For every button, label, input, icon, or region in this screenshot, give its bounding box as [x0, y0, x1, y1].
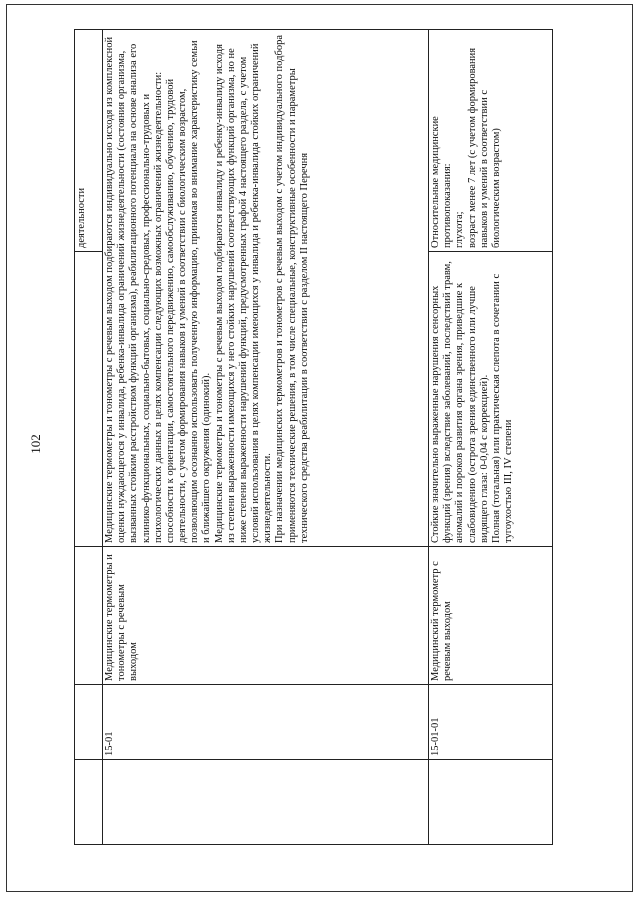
table-cell	[103, 760, 429, 845]
table-cell	[75, 252, 103, 547]
table-row	[429, 30, 553, 845]
item-name: Медицинские термометры и тонометры с речевым выходом	[103, 547, 429, 685]
recommendations-text: Медицинские термометры и тонометры с речевым выходом подбираются индивидуально исходя из комплексной оценки нуждающегося у инвалида, ребенка-инвалида ограничений жизнедеятельности (состояния организма, вызванных стойким расстройством функций организма), реабилитационного потенциала на основе анализа его клинико-функциональных, социально-бытовых, социально-средовых, профессионально-трудовых и психологических данных в целях компенсации следующих возможных ограничений жизнедеятельности: способности к ориентации, самостоятельного передвижению, самообслуживанию, обучению, трудовой деятельности, с учетом формирования навыков и умений в соответствии с биологическим возрастом, позволяющим осознанно использовать полученную информацию, принимая во внимание характеристику семьи и ближайшего окружения (одинокий). Медицинские термометры и тонометры с речевым выходом подбираются инвалиду и ребенку-инвалиду исходя из степени выраженности имеющихся у него стойких нарушений соответствующих функций организма, но не ниже степени выраженности нарушений функций, предусмотренных графой 4 настоящего раздела, с учетом условий использования в целях компенсации имеющихся у инвалида и ребенка-инвалида стойких ограничений жизнедеятельности. При назначении медицинских термометров и тонометров с речевым выходом с учетом индивидуального подбора применяются технические решения, в том числе специальные, конструктивные особенности и параметры технического средства реабилитации в соответствии с разделом II настоящего Перечня	[103, 30, 429, 547]
table-cell	[75, 760, 103, 845]
table-row	[75, 30, 103, 845]
table-row	[103, 30, 429, 845]
top-row-label: деятельности	[75, 30, 103, 252]
page-number: 102	[27, 434, 43, 454]
item-code: 15-01	[103, 685, 429, 760]
rehab-means-table	[74, 29, 553, 845]
item-code: 15-01-01	[429, 685, 553, 760]
table-cell	[429, 760, 553, 845]
contraindications-text: Относительные медицинские противопоказания: глухота; возраст менее 7 лет (с учетом формирования навыков и умений в соответствии с биологическим возрастом)	[429, 30, 553, 252]
rotated-table-container	[74, 30, 552, 845]
item-name: Медицинский термометр с речевым выходом	[429, 547, 553, 685]
impairments-text: Стойкие значительно выраженные нарушения сенсорных функций (зрения) вследствие заболеваний, последствий травм, аномалий и пороков развития органа зрения, приведшие к слабовидению (острота зрения единственного или лучше видящего глаза: 0-0,04 с коррекцией). Полная (тотальная) или практическая слепота в сочетании с тугоухостью III, IV степени	[429, 252, 553, 547]
table-cell	[75, 685, 103, 760]
table-cell	[75, 547, 103, 685]
